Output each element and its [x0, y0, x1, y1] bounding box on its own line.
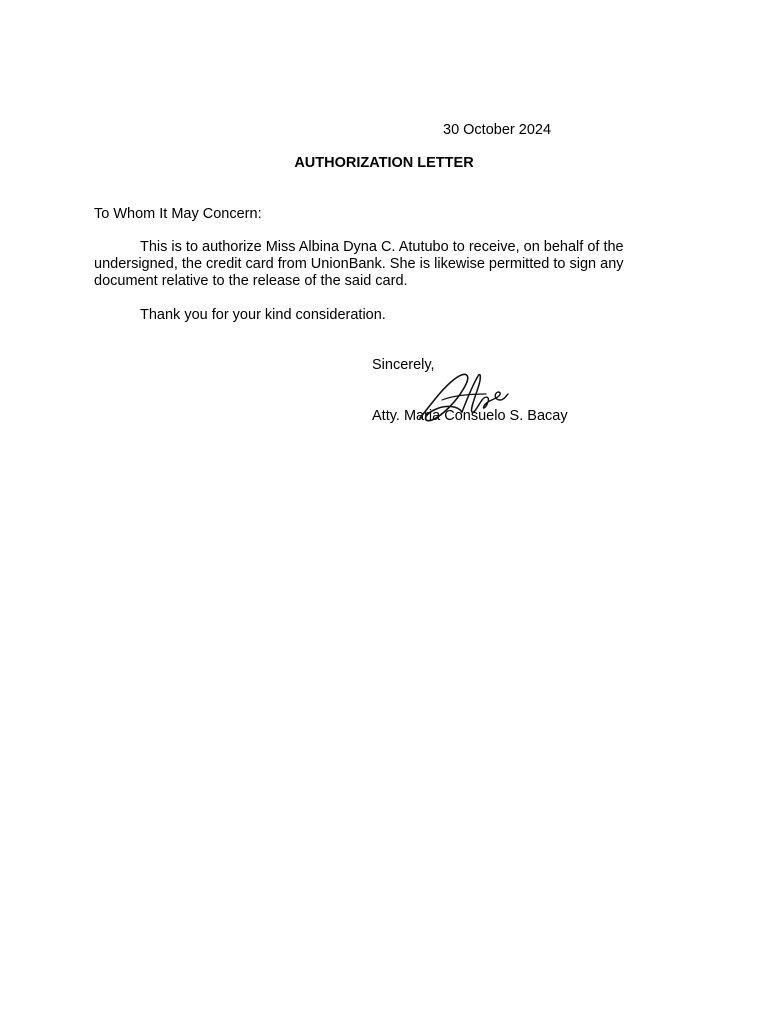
letter-date: 30 October 2024	[443, 122, 552, 138]
thanks-line: Thank you for your kind consideration.	[140, 307, 386, 323]
signer-name: Atty. Maria Consuelo S. Bacay	[372, 408, 568, 424]
body-line: This is to authorize Miss Albina Dyna C. Atutubo to receive, on behalf of the	[140, 239, 624, 255]
body-paragraph	[94, 239, 674, 290]
body-line: undersigned, the credit card from UnionBank. She is likewise permitted to sign any	[94, 256, 624, 272]
signature-icon	[412, 366, 512, 426]
salutation: To Whom It May Concern:	[94, 206, 262, 222]
letter-title: AUTHORIZATION LETTER	[294, 155, 474, 171]
body-line: document relative to the release of the said card.	[94, 273, 408, 289]
closing: Sincerely,	[372, 357, 435, 373]
